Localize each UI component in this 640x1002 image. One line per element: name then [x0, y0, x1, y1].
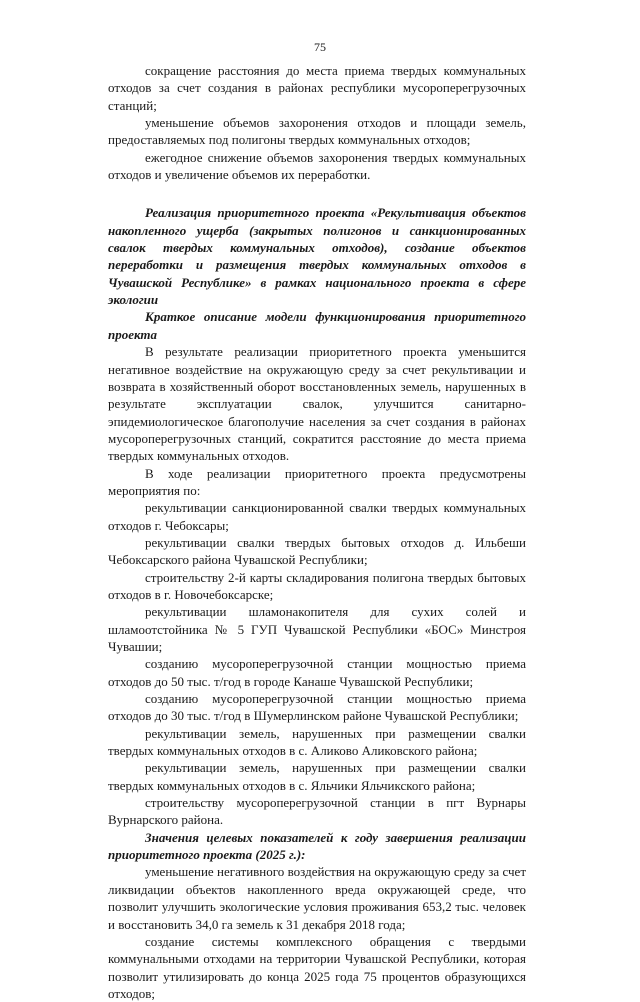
list-item: рекультивации свалки твердых бытовых отходов д. Ильбеши Чебоксарского района Чувашской Республики; [108, 534, 526, 568]
paragraph: сокращение расстояния до места приема твердых коммунальных отходов за счет создания в районах республики мусороперегрузочных станций; [108, 63, 526, 113]
paragraph: уменьшение объемов захоронения отходов и площади земель, предоставляемых под полигоны твердых коммунальных отходов; [108, 115, 526, 148]
paragraph: В ходе реализации приоритетного проекта предусмотрены мероприятия по: [108, 465, 526, 498]
paragraph: создание системы комплексного обращения с твердыми коммунальными отходами на территории Чувашской Республики, которая позволит утилизировать до конца 2025 года 75 процентов образующихся отходов; [108, 933, 526, 1001]
model-heading: Краткое описание модели функционирования приоритетного проекта [108, 309, 526, 342]
list-item: созданию мусороперегрузочной станции мощностью приема отходов до 50 тыс. т/год в городе Канаше Чувашской Республики; [108, 656, 526, 689]
list-item: строительству мусороперегрузочной станции в пгт Вурнары Вурнарского района. [108, 795, 526, 828]
page-number: 75 [314, 40, 326, 54]
list-item: рекультивации шламонакопителя для сухих солей и шламоотстойника № 5 ГУП Чувашской Республики «БОС» Минстроя Чувашии; [108, 604, 526, 654]
list-item: рекультивации санкционированной свалки твердых коммунальных отходов г. Чебоксары; [108, 500, 526, 533]
list-item: рекультивации земель, нарушенных при размещении свалки твердых коммунальных отходов в с. Аликово Аликовского района; [108, 725, 526, 759]
paragraph: ежегодное снижение объемов захоронения твердых коммунальных отходов и увеличение объемов их переработки. [108, 149, 526, 183]
list-item: рекультивации земель, нарушенных при размещении свалки твердых коммунальных отходов в с. Яльчики Яльчикского района; [108, 760, 526, 793]
section-spacer [108, 183, 526, 204]
project-heading: Реализация приоритетного проекта «Рекультивация объектов накопленного ущерба (закрытых полигонов и санкционированных свалок твердых коммунальных отходов), создание объектов переработки и размещения твердых коммунальных отходов в Чувашской Республике» в рамках национального проекта в сфере экологии [108, 205, 526, 308]
document-body [108, 62, 526, 1002]
list-item: строительству 2-й карты складирования полигона твердых бытовых отходов в г. Новочебоксарске; [108, 569, 526, 602]
targets-heading: Значения целевых показателей к году завершения реализации приоритетного проекта (2025 г.): [108, 829, 526, 863]
list-item: созданию мусороперегрузочной станции мощностью приема отходов до 30 тыс. т/год в Шумерлинском районе Чувашской Республики; [108, 691, 526, 724]
paragraph: уменьшение негативного воздействия на окружающую среду за счет ликвидации объектов накопленного вреда окружающей среде, что позволит улучшить экологические условия проживания 653,2 тыс. человек и восстановить 34,0 га земель к 31 декабря 2018 года; [108, 864, 526, 932]
paragraph: В результате реализации приоритетного проекта уменьшится негативное воздействие на окружающую среду за счет рекультивации и возврата в хозяйственный оборот восстановленных земель, нарушенных в результате эксплуатации свалок, улучшится санитарно-эпидемиологическое благополучие населения за счет создания в районах мусороперегрузочных станций, сократится расстояние до места приема твердых коммунальных отходов. [108, 344, 526, 464]
